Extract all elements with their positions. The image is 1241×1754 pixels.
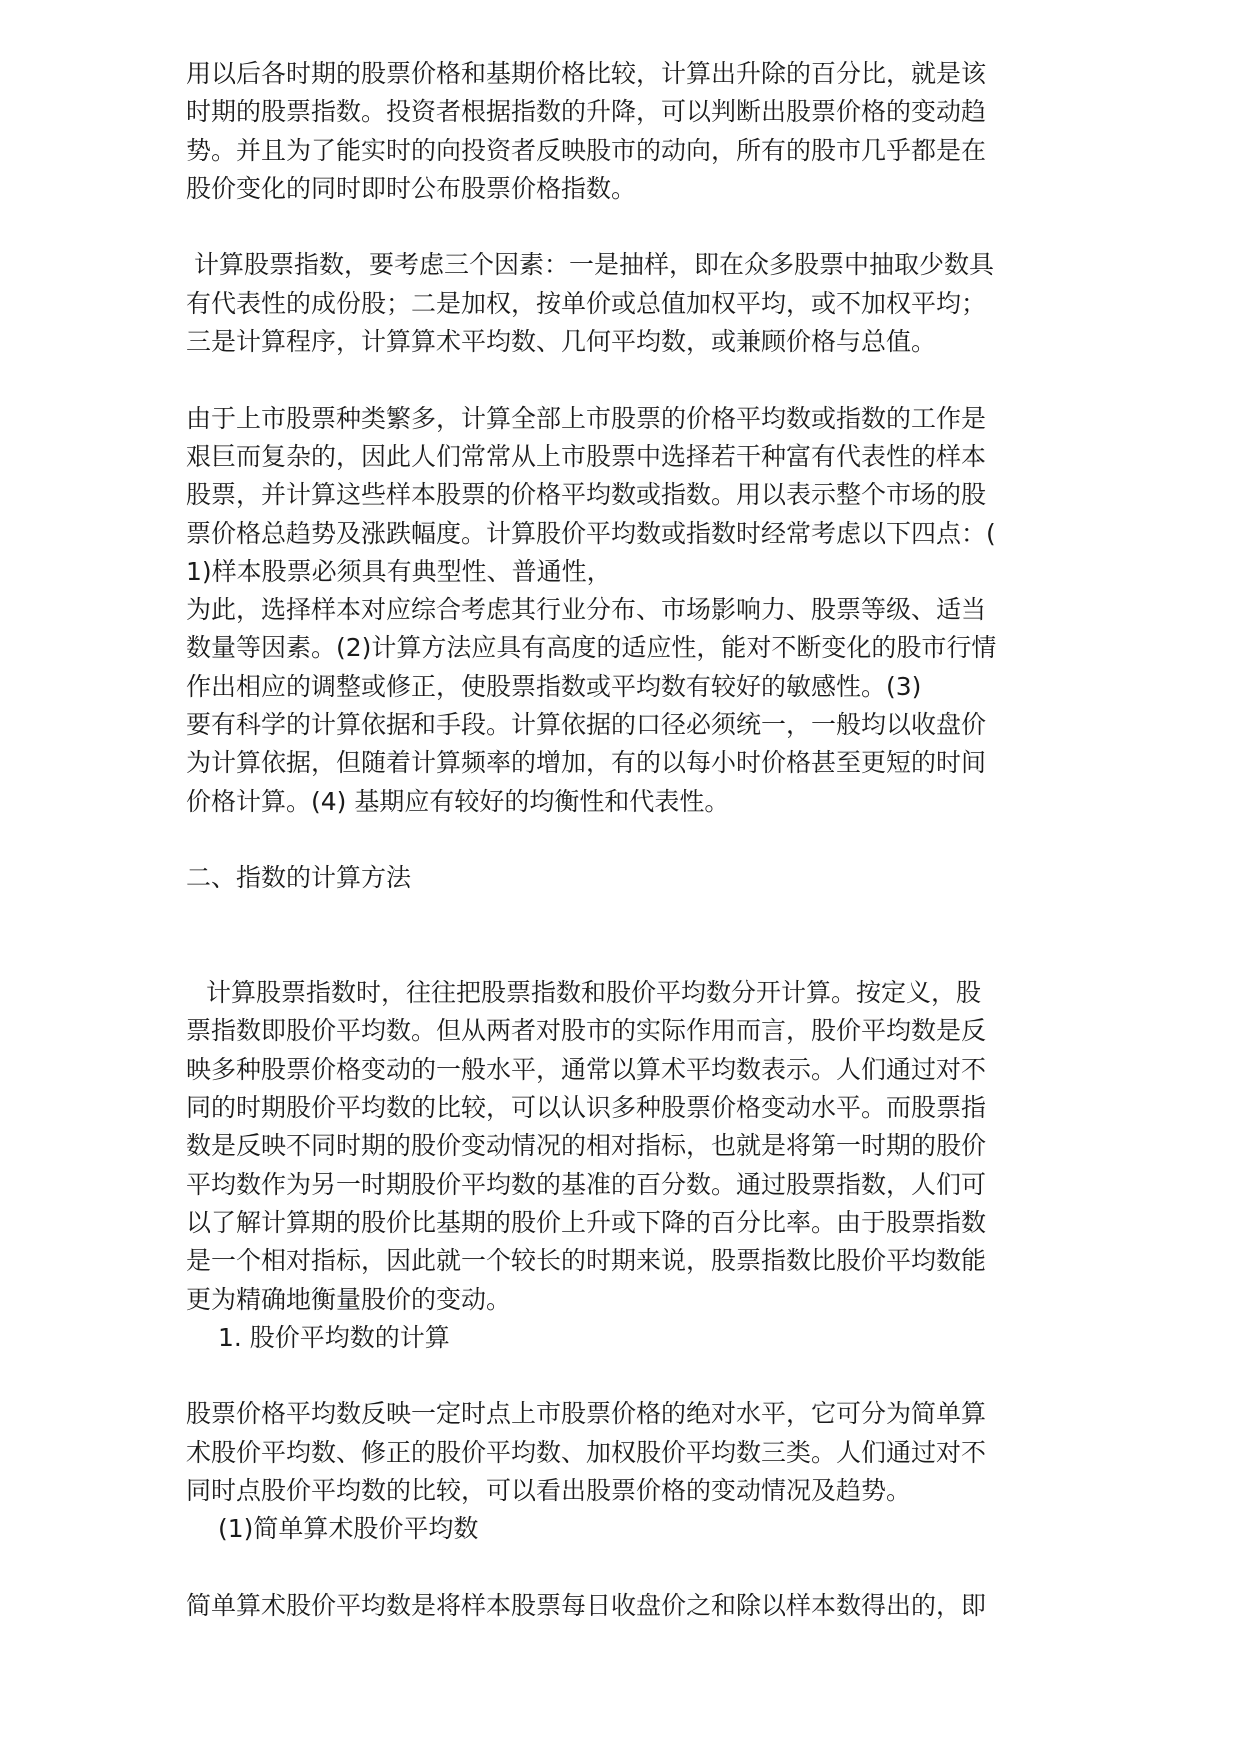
text-line: 股价变化的同时即时公布股票价格指数。 bbox=[186, 173, 637, 203]
text-line: 作出相应的调整或修正，使股票指数或平均数有较好的敏感性。(3) bbox=[186, 671, 922, 701]
text-line: 计算股票指数时，往往把股票指数和股价平均数分开计算。按定义，股 bbox=[206, 978, 982, 1008]
text-line: 艰巨而复杂的，因此人们常常从上市股票中选择若干种富有代表性的样本 bbox=[186, 441, 987, 471]
document-body bbox=[186, 55, 1126, 1625]
text-line: 映多种股票价格变动的一般水平，通常以算术平均数表示。人们通过对不 bbox=[186, 1054, 987, 1084]
text-line: 票价格总趋势及涨跌幅度。计算股价平均数或指数时经常考虑以下四点：( bbox=[186, 518, 996, 548]
text-line: 价格计算。(4) 基期应有较好的均衡性和代表性。 bbox=[186, 786, 730, 816]
paragraph-stock-index-definition bbox=[186, 55, 1126, 208]
paragraph-gap bbox=[186, 898, 1126, 975]
text-line: 时期的股票指数。投资者根据指数的升降，可以判断出股票价格的变动趋 bbox=[186, 97, 987, 127]
text-line: 股票价格平均数反映一定时点上市股票价格的绝对水平，它可分为简单算 bbox=[186, 1399, 987, 1429]
paragraph-price-average-types bbox=[186, 1395, 1126, 1510]
text-line: 计算股票指数，要考虑三个因素：一是抽样，即在众多股票中抽取少数具 bbox=[194, 250, 995, 280]
paragraph-gap bbox=[186, 821, 1126, 859]
text-line: 有代表性的成份股；二是加权，按单价或总值加权平均，或不加权平均； bbox=[186, 288, 987, 318]
subsection-heading: (1)简单算术股价平均数 bbox=[218, 1514, 479, 1544]
text-line: 同的时期股价平均数的比较，可以认识多种股票价格变动水平。而股票指 bbox=[186, 1093, 987, 1123]
text-line: 由于上市股票种类繁多，计算全部上市股票的价格平均数或指数的工作是 bbox=[186, 403, 987, 433]
text-line: 股票，并计算这些样本股票的价格平均数或指数。用以表示整个市场的股 bbox=[186, 480, 987, 510]
paragraph-gap bbox=[186, 1549, 1126, 1587]
text-line: 是一个相对指标，因此就一个较长的时期来说，股票指数比股价平均数能 bbox=[186, 1246, 987, 1276]
text-line: 三是计算程序，计算算术平均数、几何平均数，或兼顾价格与总值。 bbox=[186, 327, 937, 357]
paragraph-gap bbox=[186, 1357, 1126, 1395]
section-heading: 二、指数的计算方法 bbox=[186, 863, 412, 893]
paragraph-simple-average bbox=[186, 1587, 1126, 1625]
text-line: 平均数作为另一时期股价平均数的基准的百分数。通过股票指数，人们可 bbox=[186, 1169, 987, 1199]
text-line: 数是反映不同时期的股价变动情况的相对指标，也就是将第一时期的股价 bbox=[186, 1131, 987, 1161]
paragraph-gap bbox=[186, 361, 1126, 399]
text-line: 要有科学的计算依据和手段。计算依据的口径必须统一，一般均以收盘价 bbox=[186, 710, 987, 740]
text-line: 更为精确地衡量股价的变动。 bbox=[186, 1284, 512, 1314]
text-line: 为此，选择样本对应综合考虑其行业分布、市场影响力、股票等级、适当 bbox=[186, 595, 987, 625]
paragraph-index-vs-average bbox=[186, 974, 1126, 1319]
text-line: 简单算术股价平均数是将样本股票每日收盘价之和除以样本数得出的，即 bbox=[186, 1590, 987, 1620]
text-line: 势。并且为了能实时的向投资者反映股市的动向，所有的股市几乎都是在 bbox=[186, 135, 987, 165]
text-line: 以了解计算期的股价比基期的股价上升或下降的百分比率。由于股票指数 bbox=[186, 1207, 987, 1237]
text-line: 同时点股价平均数的比较，可以看出股票价格的变动情况及趋势。 bbox=[186, 1475, 912, 1505]
text-line: 用以后各时期的股票价格和基期价格比较，计算出升除的百分比，就是该 bbox=[186, 59, 987, 88]
text-line: 术股价平均数、修正的股价平均数、加权股价平均数三类。人们通过对不 bbox=[186, 1437, 987, 1467]
subsection-heading: 1. 股价平均数的计算 bbox=[218, 1322, 450, 1352]
paragraph-sample-selection bbox=[186, 400, 1126, 821]
paragraph-gap bbox=[186, 208, 1126, 246]
text-line: 数量等因素。(2)计算方法应具有高度的适应性，能对不断变化的股市行情 bbox=[186, 633, 997, 663]
text-line: 票指数即股价平均数。但从两者对股市的实际作用而言，股价平均数是反 bbox=[186, 1016, 987, 1046]
paragraph-three-factors bbox=[186, 246, 1126, 361]
text-line: 为计算依据，但随着计算频率的增加，有的以每小时价格甚至更短的时间 bbox=[186, 748, 987, 778]
text-line: 1)样本股票必须具有典型性、普通性， bbox=[186, 556, 612, 586]
